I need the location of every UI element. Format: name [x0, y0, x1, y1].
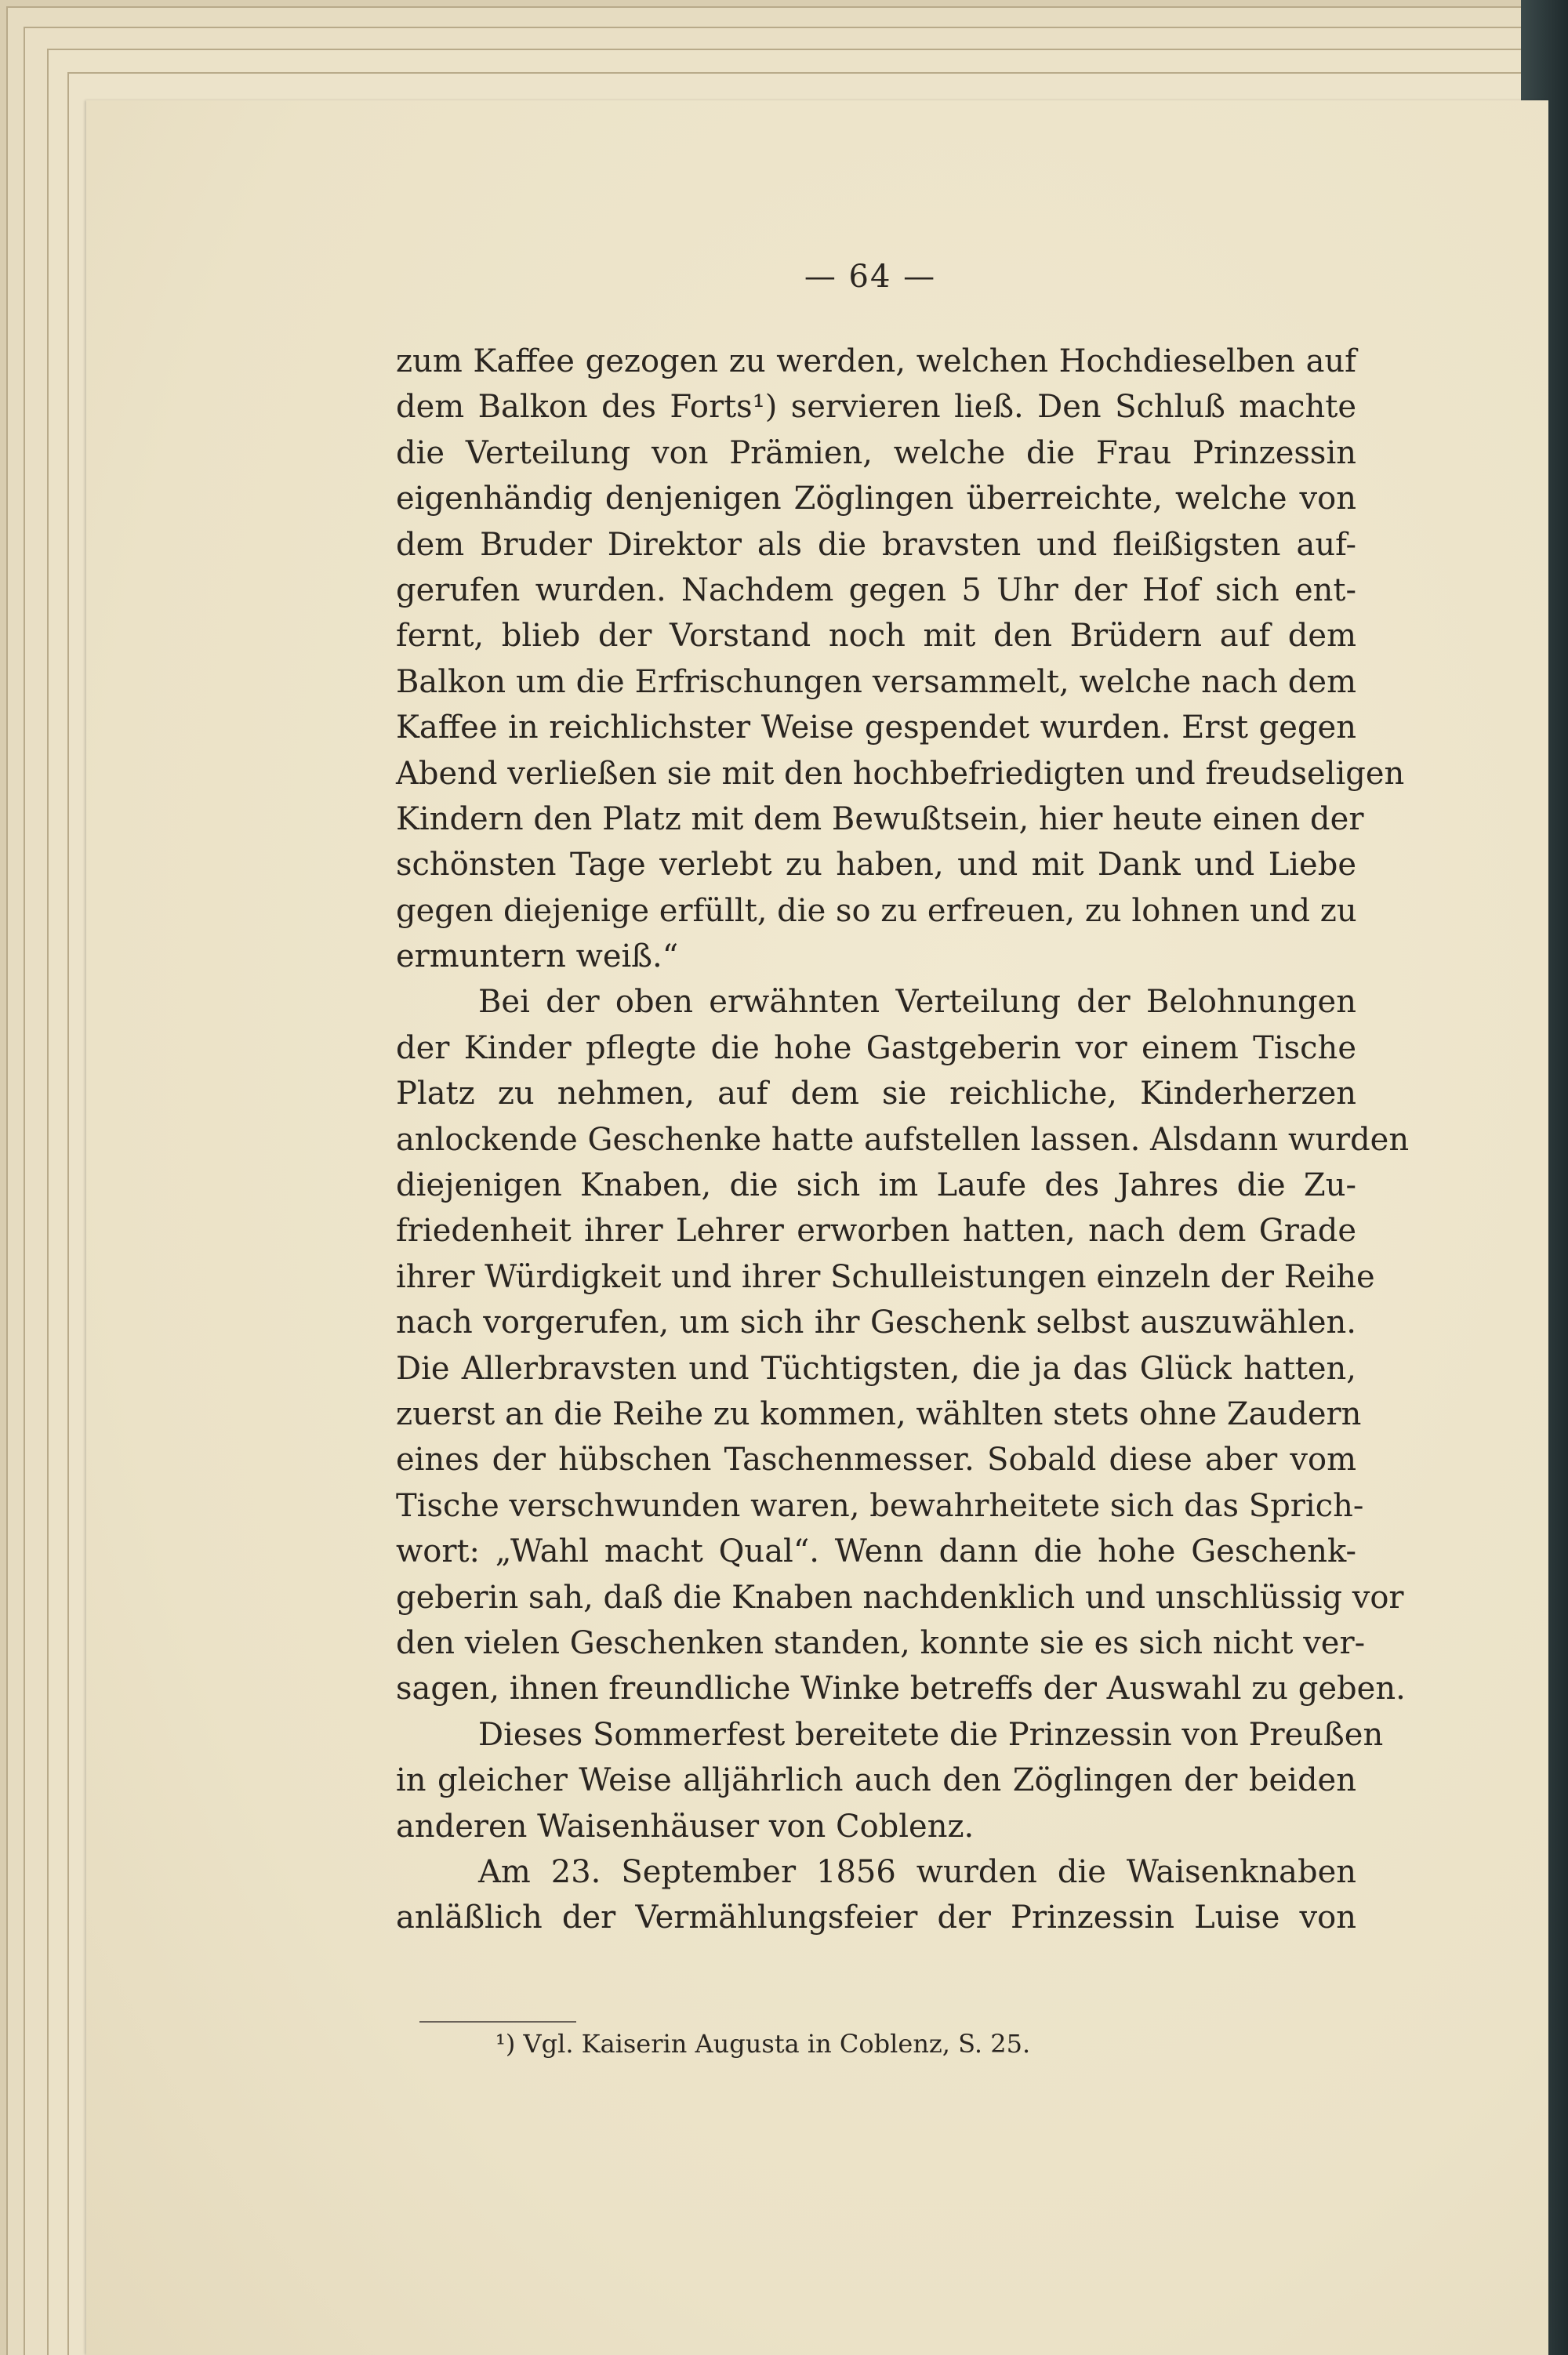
- text-line: anläßlich der Vermählungsfeier der Prinzessin Luise von: [396, 1900, 1356, 1936]
- text-line: Abend verließen sie mit den hochbefriedigten und freudseligen: [396, 755, 1405, 792]
- text-line: zum Kaffee gezogen zu werden, welchen Hochdieselben auf: [396, 343, 1356, 379]
- footnote-rule: [419, 2021, 576, 2023]
- text-line: den vielen Geschenken standen, konnte sie es sich nicht ver-: [396, 1624, 1366, 1661]
- text-line: friedenheit ihrer Lehrer erworben hatten, nach dem Grade: [396, 1213, 1356, 1250]
- text-line: Balkon um die Erfrischungen versammelt, welche nach dem: [396, 663, 1356, 700]
- text-line: dem Balkon des Forts¹) servieren ließ. Den Schluß machte: [396, 389, 1356, 426]
- text-line: ermuntern weiß.“: [396, 938, 679, 975]
- text-line: Kaffee in reichlichster Weise gespendet wurden. Erst gegen: [396, 709, 1356, 746]
- text-line: Platz zu nehmen, auf dem sie reichliche, Kinderherzen: [396, 1076, 1356, 1112]
- text-line: Die Allerbravsten und Tüchtigsten, die ja das Glück hatten,: [396, 1350, 1356, 1387]
- text-line: wort: „Wahl macht Qual“. Wenn dann die hohe Geschenk-: [396, 1533, 1356, 1570]
- text-line: die Verteilung von Prämien, welche die Frau Prinzessin: [396, 434, 1356, 471]
- text-line: dem Bruder Direktor als die bravsten und fleißigsten auf-: [396, 526, 1356, 563]
- text-line: gerufen wurden. Nachdem gegen 5 Uhr der Hof sich ent-: [396, 572, 1356, 608]
- text-line: der Kinder pflegte die hohe Gastgeberin vor einem Tische: [396, 1029, 1356, 1066]
- text-line: eigenhändig denjenigen Zöglingen überreichte, welche von: [396, 481, 1356, 517]
- text-line: geberin sah, daß die Knaben nachdenklich und unschlüssig vor: [396, 1579, 1404, 1616]
- text-line: fernt, blieb der Vorstand noch mit den Brüdern auf dem: [396, 618, 1356, 655]
- text-line: anlockende Geschenke hatte aufstellen lassen. Alsdann wurden: [396, 1121, 1410, 1158]
- text-line: schönsten Tage verlebt zu haben, und mit Dank und Liebe: [396, 847, 1356, 884]
- text-line: Dieses Sommerfest bereitete die Prinzessin von Preußen: [478, 1716, 1384, 1753]
- text-line: in gleicher Weise alljährlich auch den Zöglingen der beiden: [396, 1762, 1356, 1799]
- text-line: eines der hübschen Taschenmesser. Sobald diese aber vom: [396, 1442, 1356, 1479]
- footnote: ¹) Vgl. Kaiserin Augusta in Coblenz, S. 25.: [495, 2029, 1031, 2059]
- body-text: [396, 339, 1410, 1941]
- text-line: Bei der oben erwähnten Verteilung der Belohnungen: [478, 984, 1356, 1021]
- page-number: — 64 —: [804, 259, 937, 295]
- text-line: nach vorgerufen, um sich ihr Geschenk selbst auszuwählen.: [396, 1305, 1356, 1341]
- text-line: anderen Waisenhäuser von Coblenz.: [396, 1808, 975, 1845]
- text-line: Am 23. September 1856 wurden die Waisenknaben: [478, 1853, 1356, 1890]
- text-line: diejenigen Knaben, die sich im Laufe des Jahres die Zu-: [396, 1167, 1356, 1204]
- text-line: Kindern den Platz mit dem Bewußtsein, hier heute einen der: [396, 800, 1364, 837]
- text-line: zuerst an die Reihe zu kommen, wählten stets ohne Zaudern: [396, 1395, 1362, 1432]
- text-line: Tische verschwunden waren, bewahrheitete sich das Sprich-: [396, 1487, 1364, 1524]
- text-line: ihrer Würdigkeit und ihrer Schulleistungen einzeln der Reihe: [396, 1258, 1375, 1295]
- text-line: gegen diejenige erfüllt, die so zu erfreuen, zu lohnen und zu: [396, 892, 1357, 929]
- text-line: sagen, ihnen freundliche Winke betreffs der Auswahl zu geben.: [396, 1671, 1406, 1707]
